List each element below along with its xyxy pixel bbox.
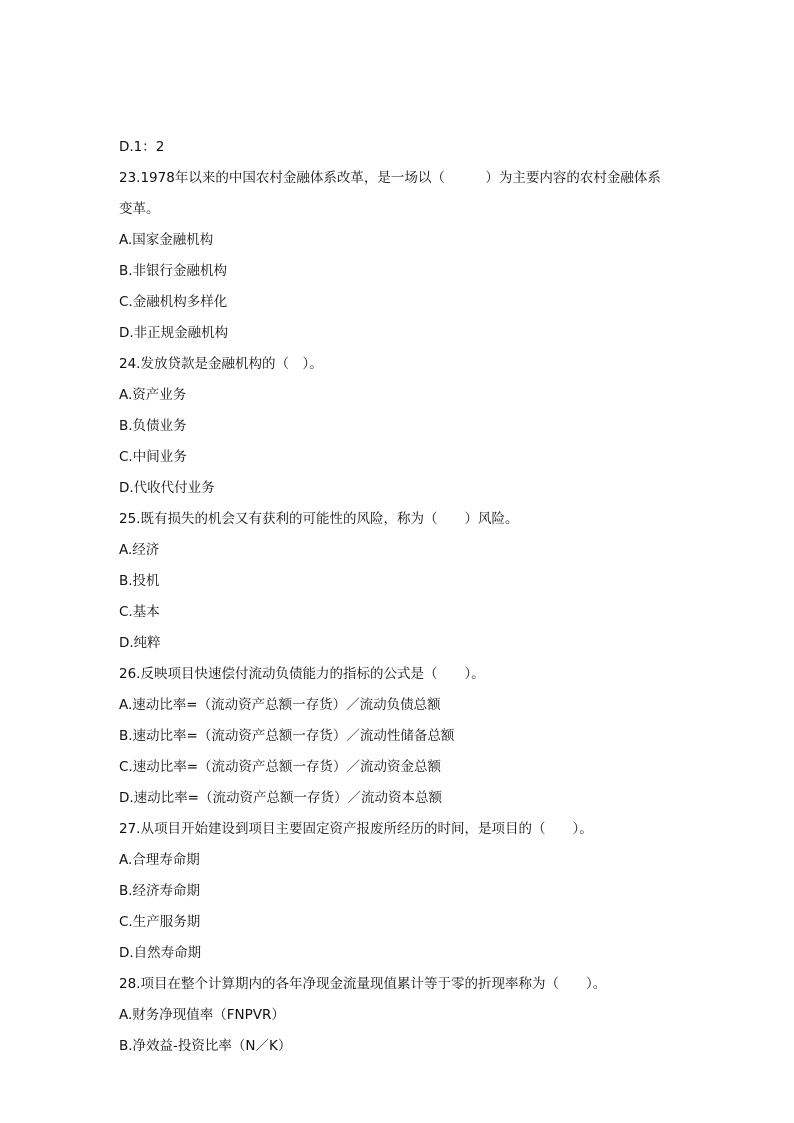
question-28: 28.项目在整个计算期内的各年净现金流量现值累计等于零的折现率称为（ ）。: [119, 976, 607, 992]
question-24: 24.发放贷款是金融机构的（ ）。: [119, 356, 323, 372]
option-27-b: B.经济寿命期: [119, 883, 201, 899]
question-23-cont: 变革。: [119, 201, 160, 217]
question-27: 27.从项目开始建设到项目主要固定资产报废所经历的时间，是项目的（ ）。: [119, 821, 593, 837]
option-28-a: A.财务净现值率（FNPVR）: [119, 1007, 285, 1023]
option-23-a: A.国家金融机构: [119, 232, 214, 248]
option-24-a: A.资产业务: [119, 387, 187, 403]
option-24-b: B.负债业务: [119, 418, 187, 434]
option-26-b: B.速动比率=（流动资产总额一存货）／流动性储备总额: [119, 728, 455, 744]
question-25: 25.既有损失的机会又有获利的可能性的风险，称为（ ）风险。: [119, 511, 519, 527]
option-25-d: D.纯粹: [119, 635, 161, 651]
question-26: 26.反映项目快速偿付流动负债能力的指标的公式是（ ）。: [119, 666, 485, 682]
option-26-c: C.速动比率=（流动资产总额一存货）／流动资金总额: [119, 759, 442, 775]
option-27-a: A.合理寿命期: [119, 852, 200, 868]
option-23-d: D.非正规金融机构: [119, 325, 229, 341]
question-23: 23.1978年以来的中国农村金融体系改革，是一场以（ ）为主要内容的农村金融体系: [119, 170, 661, 186]
option-24-c: C.中间业务: [119, 449, 187, 465]
option-26-a: A.速动比率=（流动资产总额一存货）／流动负债总额: [119, 697, 441, 713]
option-25-c: C.基本: [119, 604, 160, 620]
option-24-d: D.代收代付业务: [119, 480, 215, 496]
question-content: [119, 132, 679, 1062]
option-23-c: C.金融机构多样化: [119, 294, 228, 310]
option-27-c: C.生产服务期: [119, 914, 201, 930]
option-25-b: B.投机: [119, 573, 160, 589]
option-27-d: D.自然寿命期: [119, 945, 202, 961]
option-28-b: B.净效益-投资比率（N／K）: [119, 1038, 292, 1054]
option-22-d: D.1：2: [119, 139, 165, 155]
option-23-b: B.非银行金融机构: [119, 263, 228, 279]
option-26-d: D.速动比率=（流动资产总额一存货）／流动资本总额: [119, 790, 442, 806]
option-25-a: A.经济: [119, 542, 160, 558]
